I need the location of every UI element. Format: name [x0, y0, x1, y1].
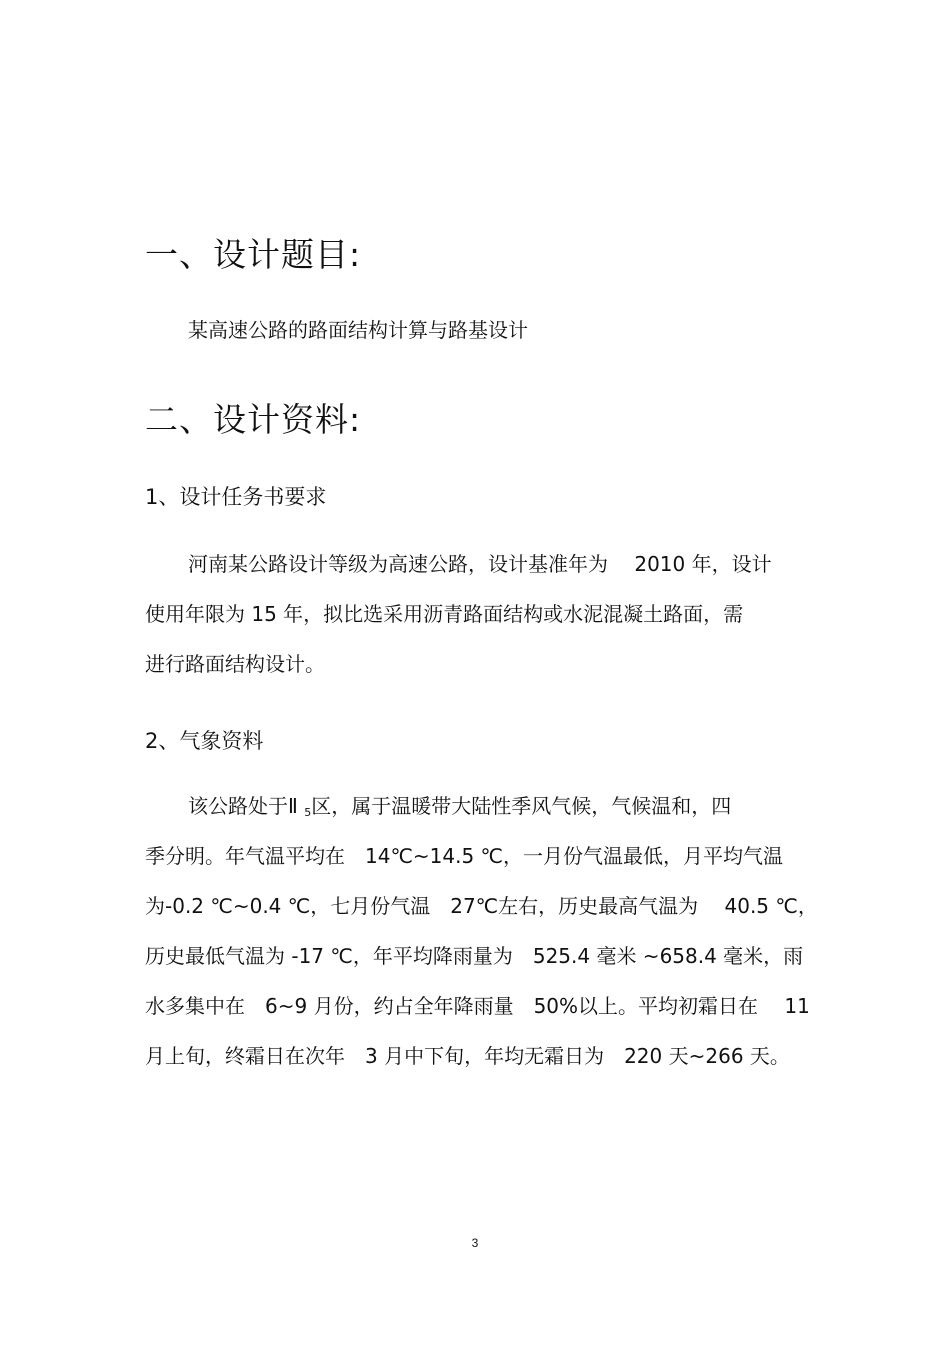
- subsection-1-line-3: 进行路面结构设计。: [145, 652, 325, 676]
- subsection-2-line-5: 水多集中在 6~9 月份，约占全年降雨量 50%以上。平均初霜日在 11: [145, 994, 810, 1018]
- section-1-heading: 一、设计题目:: [145, 235, 362, 274]
- subsection-2-line-1: [188, 792, 731, 827]
- climate-zone-prefix: 该公路处于Ⅱ: [188, 794, 305, 818]
- section-1-content: 某高速公路的路面结构计算与路基设计: [188, 318, 528, 342]
- subsection-1-heading: 1、设计任务书要求: [145, 485, 327, 509]
- subsection-2-line-2: 季分明。年气温平均在 14℃~14.5 ℃，一月份气温最低，月平均气温: [145, 844, 784, 868]
- subsection-2-line-4: 历史最低气温为 -17 ℃，年平均降雨量为 525.4 毫米 ~658.4 毫米，雨: [145, 944, 804, 968]
- subsection-1-line-1: 河南某公路设计等级为高速公路，设计基准年为 2010 年，设计: [188, 552, 772, 576]
- subsection-2-heading: 2、气象资料: [145, 729, 264, 753]
- section-2-heading: 二、设计资料:: [145, 400, 362, 439]
- page-number: 3: [471, 1236, 479, 1250]
- subsection-1-line-2: 使用年限为 15 年，拟比选采用沥青路面结构或水泥混凝土路面，需: [145, 602, 744, 626]
- climate-zone-suffix: 区，属于温暖带大陆性季风气候，气候温和，四: [311, 794, 732, 818]
- climate-zone-subscript: 5: [304, 806, 312, 819]
- subsection-2-line-3: 为-0.2 ℃~0.4 ℃，七月份气温 27℃左右，历史最高气温为 40.5 ℃，: [145, 894, 818, 918]
- subsection-2-line-6: 月上旬，终霜日在次年 3 月中下旬，年均无霜日为 220 天~266 天。: [145, 1044, 790, 1068]
